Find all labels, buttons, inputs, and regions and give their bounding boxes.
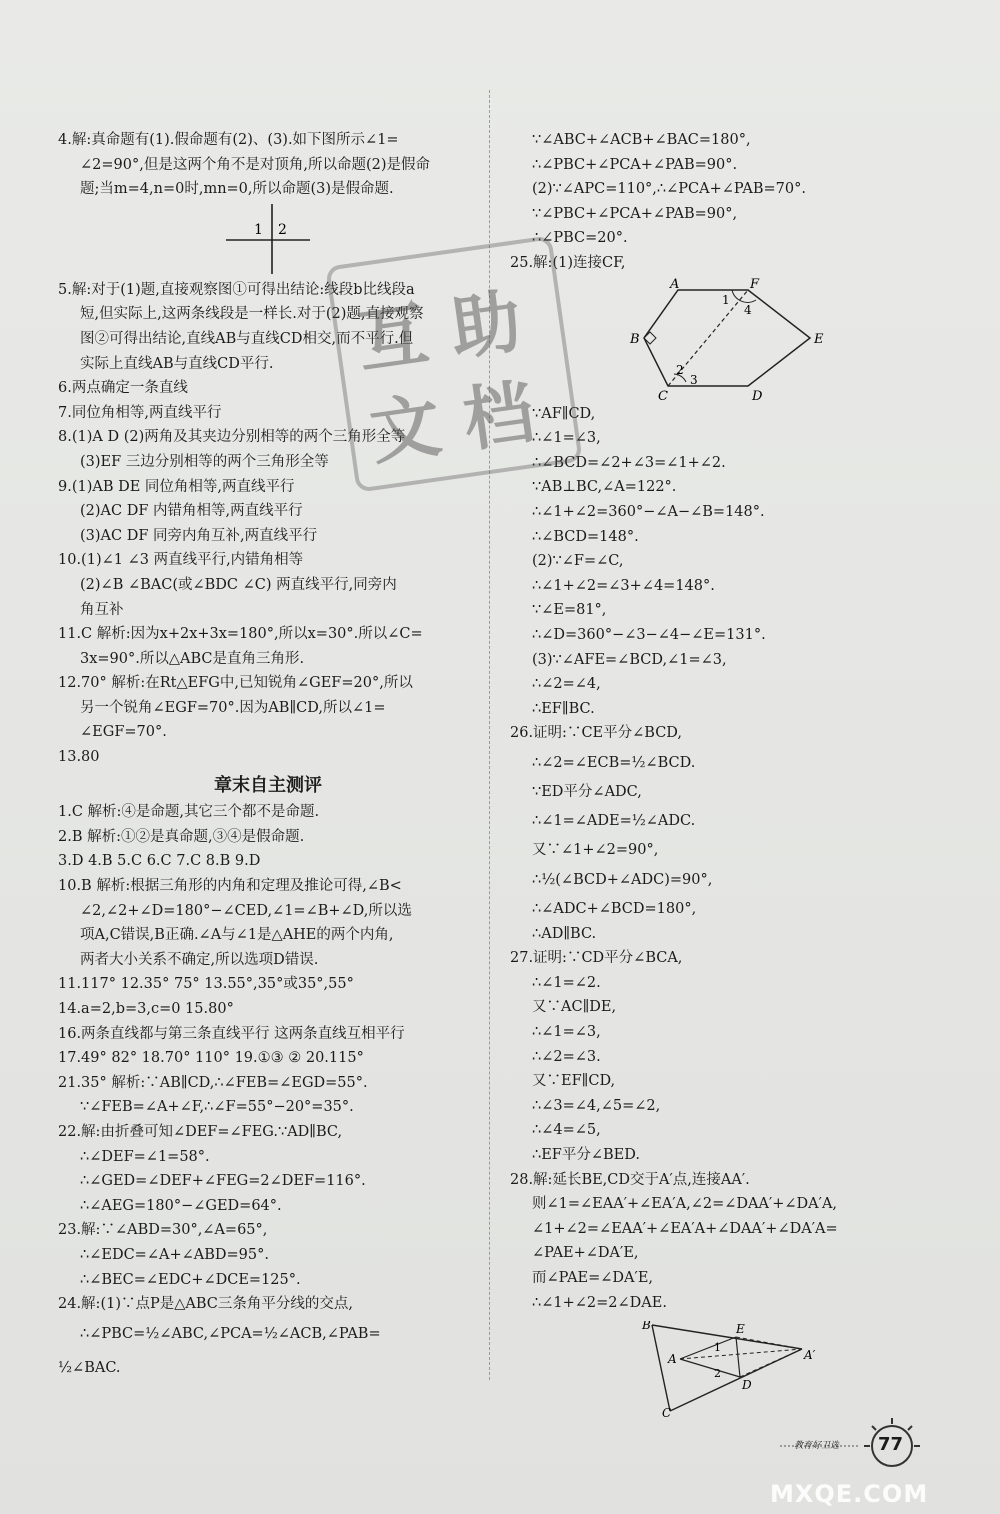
text-line: ∴∠EDC=∠A+∠ABD=95°. [80,1246,269,1263]
text-line: ∴∠PBC=½∠ABC,∠PCA=½∠ACB,∠PAB= [80,1325,381,1342]
text-line: 7.同位角相等,两直线平行 [58,404,222,421]
text-line: 5.解:对于(1)题,直接观察图①可得出结论:线段b比线段a [58,281,415,298]
text-line: ∵∠E=81°, [532,602,607,619]
text-line: ∴∠1=∠3, [532,1024,601,1041]
text-line: ∴∠2=∠ECB=½∠BCD. [532,754,696,771]
point-D: D [752,388,763,402]
stamp-char: 档 [458,370,540,462]
text-line: 项A,C错误,B正确.∠A与∠1是△AHE的两个内角, [80,927,394,944]
text-line: ∴EF∥BC. [532,700,595,717]
text-line: 6.两点确定一条直线 [58,380,188,397]
figure-hexagon [510,276,950,402]
text-line: ½∠BAC. [58,1359,121,1376]
text-line: 短,但实际上,这两条线段是一样长.对于(2)题,直接观察 [80,306,424,323]
text-line: ∴∠2=∠3. [532,1048,601,1065]
figure-triangle [510,1321,950,1417]
text-line: 2.B 解析:①②是真命题,③④是假命题. [58,828,305,845]
text-line: 实际上直线AB与直线CD平行. [80,355,274,372]
angle-label-1: 1 [254,221,263,238]
text-line: ∴∠ADC+∠BCD=180°, [532,901,697,918]
point-A: A [670,276,680,292]
text-line: 11.117° 12.35° 75° 13.55°,35°或35°,55° [58,976,354,993]
text-line: ∴∠4=∠5, [532,1122,601,1139]
text-line: ∴EF平分∠BED. [532,1147,640,1163]
text-line: ∠PAE+∠DA′E, [532,1245,639,1262]
text-line: ∴∠1=∠2. [532,974,601,991]
text-line: 10.B 解析:根据三角形的内角和定理及推论可得,∠B< [58,878,402,895]
text-line: ∴∠AEG=180°−∠GED=64°. [80,1197,282,1214]
text-line: ∴∠PBC+∠PCA+∠PAB=90°. [532,156,738,173]
angle-label-2: 2 [714,1367,721,1381]
text-line: (2)∠B ∠BAC(或∠BDC ∠C) 两直线平行,同旁内 [80,576,397,593]
angle-label-1: 1 [714,1341,721,1355]
point-C: C [658,388,668,402]
text-line: 12.70° 解析:在Rt△EFG中,已知锐角∠GEF=20°,所以 [58,675,413,692]
point-D: D [742,1378,752,1393]
text-line: ∴∠BEC=∠EDC+∠DCE=125°. [80,1271,301,1288]
text-line: (3)∵∠AFE=∠BCD,∠1=∠3, [532,651,727,668]
text-line: 22.解:由折叠可知∠DEF=∠FEG.∵AD∥BC, [58,1123,343,1140]
text-line: ∴∠1+∠2=360°−∠A−∠B=148°. [532,503,765,520]
text-line: (2)∵∠APC=110°,∴∠PCA+∠PAB=70°. [532,181,806,198]
text-line: ∴∠GED=∠DEF+∠FEG=2∠DEF=116°. [80,1173,366,1190]
angle-label-3: 3 [690,372,698,387]
text-line: 11.C 解析:因为x+2x+3x=180°,所以x=30°.所以∠C= [58,626,423,643]
text-line: 26.证明:∵CE平分∠BCD, [510,725,683,742]
text-line: 角互补 [80,601,124,618]
section-heading: 章末自主测评 [214,774,322,796]
text-line: 1.C 解析:④是命题,其它三个都不是命题. [58,804,320,821]
text-line: ∠2=90°,但是这两个角不是对顶角,所以命题(2)是假命 [80,156,430,173]
text-line: 25.解:(1)连接CF, [510,254,626,271]
text-line: 9.(1)AB DE 同位角相等,两直线平行 [58,478,295,495]
stamp-char: 互 [352,292,434,384]
text-line: ∴∠2=∠4, [532,676,601,693]
text-line: ∵ED平分∠ADC, [532,783,642,800]
triangle-figure [510,1321,950,1417]
text-line: ∠1+∠2=∠EAA′+∠EA′A+∠DAA′+∠DA′A= [532,1220,838,1237]
watermark-stamp [325,235,583,493]
text-line: 3x=90°.所以△ABC是直角三角形. [80,650,305,667]
text-line: 又∵EF∥CD, [532,1073,616,1090]
footer-brand: 教育好卫选 [794,1441,840,1451]
text-line: ∵∠PBC+∠PCA+∠PAB=90°, [532,205,738,222]
text-line: 而∠PAE=∠DA′E, [532,1269,654,1286]
text-line: (3)EF 三边分别相等的两个三角形全等 [80,453,329,470]
text-line: 图②可得出结论,直线AB与直线CD相交,而不平行.但 [80,330,414,347]
right-column [510,128,950,1417]
text-line: ∴∠D=360°−∠3−∠4−∠E=131°. [532,626,766,643]
page-footer [780,1418,980,1478]
stamp-char: 助 [445,279,527,371]
text-line: 21.35° 解析:∵AB∥CD,∴∠FEB=∠EGD=55°. [58,1074,368,1091]
site-watermark: MXQE.COM [770,1480,929,1508]
text-line: ∴∠1+∠2=2∠DAE. [532,1294,667,1311]
text-line: ∵∠ABC+∠ACB+∠BAC=180°, [532,132,751,148]
text-line: (2)∵∠F=∠C, [532,553,624,570]
angle-label-2: 2 [676,362,684,377]
point-A: A [668,1352,677,1367]
text-line: ∵AB⊥BC,∠A=122°. [532,479,677,496]
text-line: 8.(1)A D (2)两角及其夹边分别相等的两个三角形全等 [58,429,406,446]
hexagon-figure [510,276,950,402]
angle-label-1: 1 [722,292,730,307]
text-line: ∴AD∥BC. [532,925,597,942]
text-line: 又∵∠1+∠2=90°, [532,842,659,859]
text-line: (2)AC DF 内错角相等,两直线平行 [80,503,303,520]
text-line: ∴∠1=∠ADE=½∠ADC. [532,813,696,830]
page-number: 77 [878,1434,904,1455]
text-line: 3.D 4.B 5.C 6.C 7.C 8.B 9.D [58,853,261,870]
text-line: ∴∠PBC=20°. [532,230,628,247]
text-line: 另一个锐角∠EGF=70°.因为AB∥CD,所以∠1= [80,699,386,716]
text-line: 28.解:延长BE,CD交于A′点,连接AA′. [510,1171,750,1188]
point-E: E [736,1322,745,1337]
text-line: 又∵AC∥DE, [532,999,617,1016]
text-line: ∠EGF=70°. [80,724,167,741]
text-line: ∠2,∠2+∠D=180°−∠CED,∠1=∠B+∠D,所以选 [80,902,412,919]
text-line: 14.a=2,b=3,c=0 15.80° [58,1001,234,1017]
text-line: 27.证明:∵CD平分∠BCA, [510,950,683,967]
text-line: ∵∠FEB=∠A+∠F,∴∠F=55°−20°=35°. [80,1099,354,1116]
text-line: 两者大小关系不确定,所以选项D错误. [80,951,319,968]
point-F: F [750,276,760,292]
stamp-char: 文 [365,383,446,475]
text-line: ∴∠1+∠2=∠3+∠4=148°. [532,577,715,594]
text-line: 24.解:(1)∵点P是△ABC三条角平分线的交点, [58,1296,353,1313]
point-C: C [662,1406,672,1418]
text-line: 则∠1=∠EAA′+∠EA′A,∠2=∠DAA′+∠DA′A, [532,1196,838,1213]
text-line: 23.解:∵∠ABD=30°,∠A=65°, [58,1222,268,1239]
text-line: ∴∠DEF=∠1=58°. [80,1148,210,1165]
point-E: E [814,331,824,347]
text-line: 16.两条直线都与第三条直线平行 这两条直线互相平行 [58,1025,405,1042]
point-A-prime: A′ [804,1348,816,1363]
text-line: 题;当m=4,n=0时,mn=0,所以命题(3)是假命题. [80,181,394,198]
point-B: B [630,331,640,347]
text-line: ∴∠3=∠4,∠5=∠2, [532,1097,661,1114]
text-line: ∴∠1=∠3, [532,430,601,447]
angle-label-2: 2 [278,221,287,238]
angle-label-4: 4 [744,302,752,317]
text-line: 4.解:真命题有(1).假命题有(2)、(3).如下图所示∠1= [58,132,399,148]
text-line: 17.49° 82° 18.70° 110° 19.①③ ② 20.115° [58,1050,364,1067]
text-line: ∴½(∠BCD+∠ADC)=90°, [532,872,713,889]
text-line: 13.80 [58,749,100,766]
text-line: (3)AC DF 同旁内角互补,两直线平行 [80,527,318,544]
text-line: 10.(1)∠1 ∠3 两直线平行,内错角相等 [58,552,304,569]
text-line: ∴∠BCD=∠2+∠3=∠1+∠2. [532,454,726,471]
text-line: ∵AF∥CD, [532,405,596,422]
text-line: ∴∠BCD=148°. [532,528,639,545]
point-B: B [642,1321,651,1333]
